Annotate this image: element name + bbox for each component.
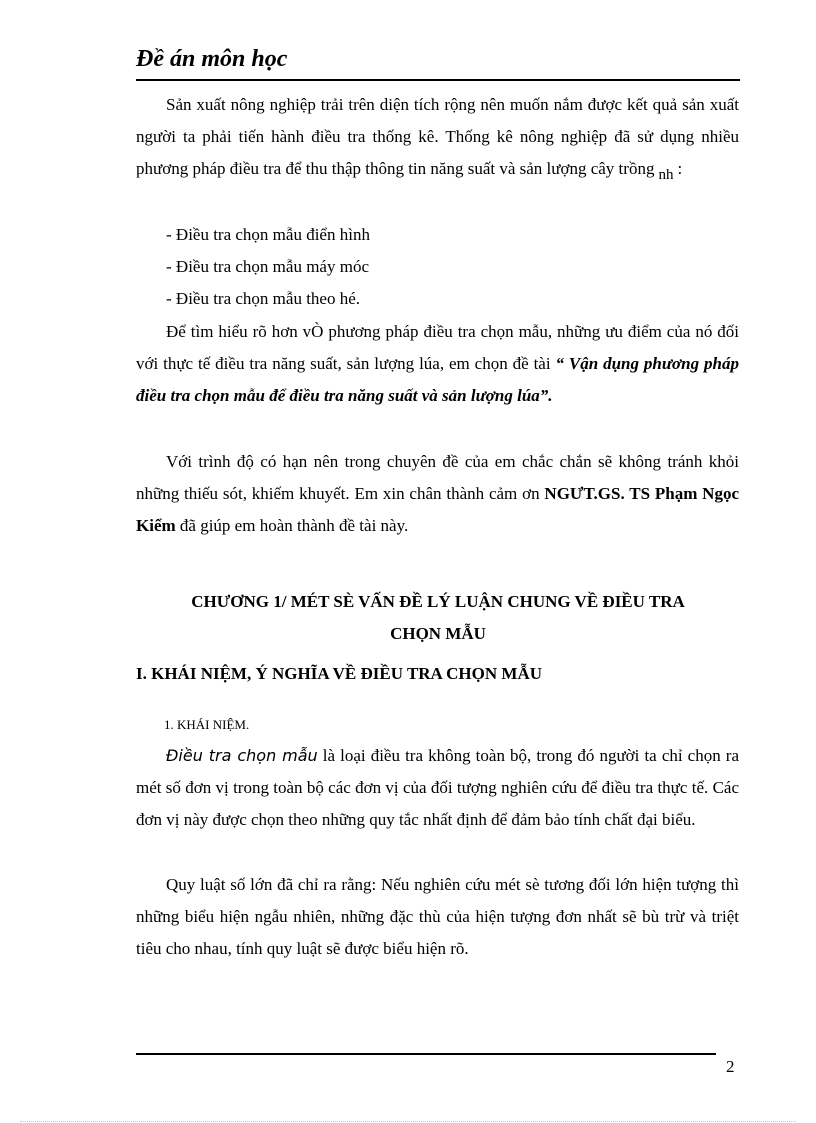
list-item: - Điều tra chọn mẫu máy móc (166, 257, 369, 276)
chapter-title-line1: CHƯƠNG 1/ MÉT SÈ VẤN ĐỀ LÝ LUẬN CHUNG VỀ ĐIỀU TRA (191, 592, 685, 611)
topic-title: “ Vận dụng phương pháp điều tra chọn mẫu để điều tra năng suất và sản lượng lúa”. (136, 354, 739, 405)
list-item: - Điều tra chọn mẫu theo hé. (166, 289, 361, 308)
footer-divider (136, 1053, 716, 1055)
intro-subscript: nh (658, 167, 674, 183)
topic-paragraph (136, 316, 739, 412)
intro-paragraph (136, 89, 739, 186)
law-paragraph: Quy luật số lớn đã chỉ ra rằng: Nếu nghiên cứu mét sè tương đối lớn hiện tượng thì những biểu hiện ngẫu nhiên, những đặc thù của hiện tượng đơn nhất sẽ bù trừ và triệt tiêu cho nhau, tính quy luật sẽ được biểu hiện rõ. (136, 875, 739, 958)
header-title: Đề án môn học (136, 46, 288, 72)
thanks-text: Với trình độ có hạn nên trong chuyên đề của em chắc chắn sẽ không tránh khỏi những thiếu sót, khiếm khuyết. Em xin chân thành cảm ơn (136, 452, 739, 503)
chapter-title-line2: CHỌN MẪU (390, 624, 486, 643)
advisor-name: NGƯT.GS. TS Phạm Ngọc Kiểm (136, 484, 739, 535)
intro-colon: : (677, 159, 683, 178)
topic-lead-text: Để tìm hiểu rõ hơn vÒ phương pháp điều tra chọn mẫu, những ưu điểm của nó đối với thực tế điều tra năng suất, sản lượng lúa, em chọn đề tài (136, 322, 739, 373)
list-item: - Điều tra chọn mẫu điển hình (166, 225, 370, 244)
intro-text: Sản xuất nông nghiệp trải trên diện tích rộng nên muốn nắm được kết quả sản xuất người ta phải tiến hành điều tra thống kê. Thống kê nông nghiệp đã sử dụng nhiều phương pháp điều tra để thu thập thông tin năng suất và sản lượng cây trồng (136, 95, 739, 178)
header-divider (136, 79, 740, 81)
chapter-title (136, 586, 740, 650)
page-edge-divider (20, 1121, 796, 1122)
section-heading: I. KHÁI NIỆM, Ý NGHĨA VỀ ĐIỀU TRA CHỌN MẪU (136, 664, 542, 683)
concept-paragraph (136, 740, 739, 836)
concept-definition: là loại điều tra không toàn bộ, trong đó người ta chỉ chọn ra mét số đơn vị trong toàn bộ các đơn vị của đối tượng nghiên cứu để điều tra thực tế. Các đơn vị này được chọn theo những quy tắc nhất định để đảm bảo tính chất đại biểu. (136, 746, 740, 829)
thanks-paragraph (136, 446, 739, 542)
method-list (136, 219, 739, 315)
concept-term: Điều tra chọn mẫu (166, 746, 318, 765)
page-number: 2 (726, 1057, 735, 1076)
thanks-end: đã giúp em hoàn thành đề tài này. (179, 516, 409, 535)
subsection-heading: 1. KHÁI NIỆM. (164, 717, 250, 732)
